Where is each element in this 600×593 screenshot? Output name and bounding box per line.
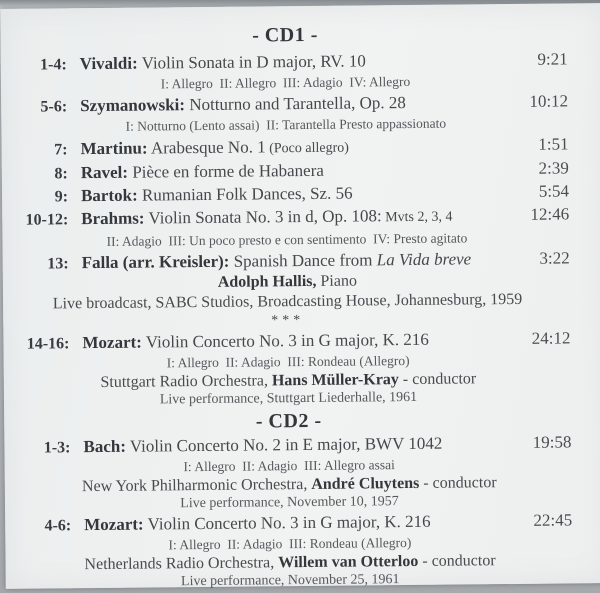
track-duration: 2:39 bbox=[538, 158, 569, 178]
booklet-page bbox=[0, 3, 600, 589]
composer-name: Szymanowski: bbox=[80, 95, 186, 116]
conductor-name: Willem van Otterloo bbox=[278, 552, 419, 572]
composer-name: Bartok: bbox=[80, 185, 138, 206]
track-number: 5-6: bbox=[40, 98, 68, 116]
track-title bbox=[81, 158, 513, 184]
work-title: Violin Concerto No. 3 in G major, K. 216 bbox=[143, 511, 431, 534]
track-number: 14-16: bbox=[26, 335, 70, 353]
work-title-italic: La Vida breve bbox=[376, 249, 472, 270]
track-duration: 12:46 bbox=[530, 204, 570, 224]
conductor-suffix: - conductor bbox=[398, 370, 477, 389]
conductor-name: André Cluytens bbox=[311, 474, 420, 493]
track-duration: 22:45 bbox=[533, 510, 573, 530]
movements-line: I: Allegro II: Adagio III: Rondeau (Allegro) bbox=[166, 353, 410, 371]
track-number: 10-12: bbox=[25, 211, 69, 229]
orchestra-name: New York Philharmonic Orchestra, bbox=[81, 475, 312, 496]
work-title: Notturno and Tarantella, Op. 28 bbox=[184, 93, 406, 115]
composer-name: Bach: bbox=[83, 436, 127, 457]
work-title-note: (Poco allegro) bbox=[265, 140, 349, 157]
track-duration: 3:22 bbox=[539, 248, 570, 268]
performance-line: Live performance, November 10, 1957 bbox=[180, 494, 399, 512]
composer-name: Falla (arr. Kreisler): bbox=[81, 251, 230, 273]
track-title bbox=[83, 432, 515, 457]
performer-instrument: Piano bbox=[316, 272, 358, 290]
work-title: Spanish Dance from bbox=[229, 250, 377, 271]
cd2-header: - CD2 - bbox=[255, 409, 322, 433]
movements-line: I: Notturno (Lento assai) II: Tarantella Presto appassionato bbox=[125, 115, 447, 134]
work-title: Rumanian Folk Dances, Sz. 56 bbox=[137, 183, 353, 205]
work-title: Violin Sonata in D major, RV. 10 bbox=[137, 51, 366, 73]
track-number: 1-4: bbox=[40, 56, 67, 74]
venue-line: Live broadcast, SABC Studios, Broadcasting House, Johannesburg, 1959 bbox=[52, 290, 523, 313]
conductor-suffix: - conductor bbox=[419, 474, 497, 492]
work-title: Arabesque No. 1 bbox=[147, 137, 266, 158]
track-title bbox=[82, 328, 514, 353]
conductor-name: Hans Müller-Kray bbox=[271, 371, 399, 390]
orchestra-name: Netherlands Radio Orchestra, bbox=[84, 554, 279, 574]
track-number: 1-3: bbox=[43, 439, 71, 457]
track-duration: 1:51 bbox=[538, 134, 569, 154]
composer-name: Brahms: bbox=[81, 208, 145, 229]
movements-line: II: Adagio III: Un poco presto e con sentimento IV: Presto agitato bbox=[106, 230, 468, 249]
movements-line: I: Allegro II: Allegro III: Adagio IV: Allegro bbox=[160, 73, 411, 92]
work-title: Violin Concerto No. 3 in G major, K. 216 bbox=[141, 329, 429, 352]
composer-name: Ravel: bbox=[80, 162, 129, 183]
track-duration: 5:54 bbox=[538, 181, 570, 201]
orchestra-name: Stuttgart Radio Orchestra, bbox=[100, 372, 273, 391]
performer-name: Adolph Hallis, bbox=[217, 272, 317, 291]
track-number: 13: bbox=[47, 255, 69, 273]
track-duration: 10:12 bbox=[529, 91, 569, 111]
track-duration: 19:58 bbox=[532, 432, 572, 452]
track-number: 4-6: bbox=[44, 517, 72, 535]
separator-asterisks: *** bbox=[271, 313, 305, 329]
performance-line: Live performance, November 25, 1961 bbox=[180, 572, 400, 590]
track-title bbox=[81, 181, 513, 207]
track-number: 7: bbox=[54, 141, 68, 159]
track-title bbox=[84, 510, 516, 535]
track-number: 9: bbox=[54, 188, 69, 206]
composer-name: Vivaldi: bbox=[79, 53, 138, 74]
composer-name: Mozart: bbox=[82, 332, 142, 353]
work-title-note: Mvts 2, 3, 4 bbox=[381, 209, 453, 226]
work-title: Pièce en forme de Habanera bbox=[127, 160, 324, 182]
performance-line: Live performance, Stuttgart Liederhalle, 1961 bbox=[159, 389, 418, 408]
composer-name: Mozart: bbox=[84, 514, 144, 535]
work-title: Violin Concerto No. 2 in E major, BWV 1042 bbox=[125, 433, 443, 456]
track-title bbox=[80, 91, 512, 116]
track-number: 8: bbox=[54, 165, 68, 183]
movements-line: I: Allegro II: Adagio III: Rondeau (Allegro) bbox=[168, 534, 412, 553]
track-title bbox=[80, 49, 512, 74]
track-duration: 24:12 bbox=[531, 328, 571, 348]
cd1-header: - CD1 - bbox=[252, 23, 318, 47]
track-title bbox=[82, 248, 514, 273]
conductor-suffix: - conductor bbox=[418, 552, 496, 570]
movements-line: I: Allegro II: Adagio III: Allegro assai bbox=[183, 457, 395, 475]
track-duration: 9:21 bbox=[537, 49, 568, 69]
work-title: Violin Sonata No. 3 in d, Op. 108: bbox=[144, 206, 382, 228]
composer-name: Martinu: bbox=[80, 138, 148, 159]
